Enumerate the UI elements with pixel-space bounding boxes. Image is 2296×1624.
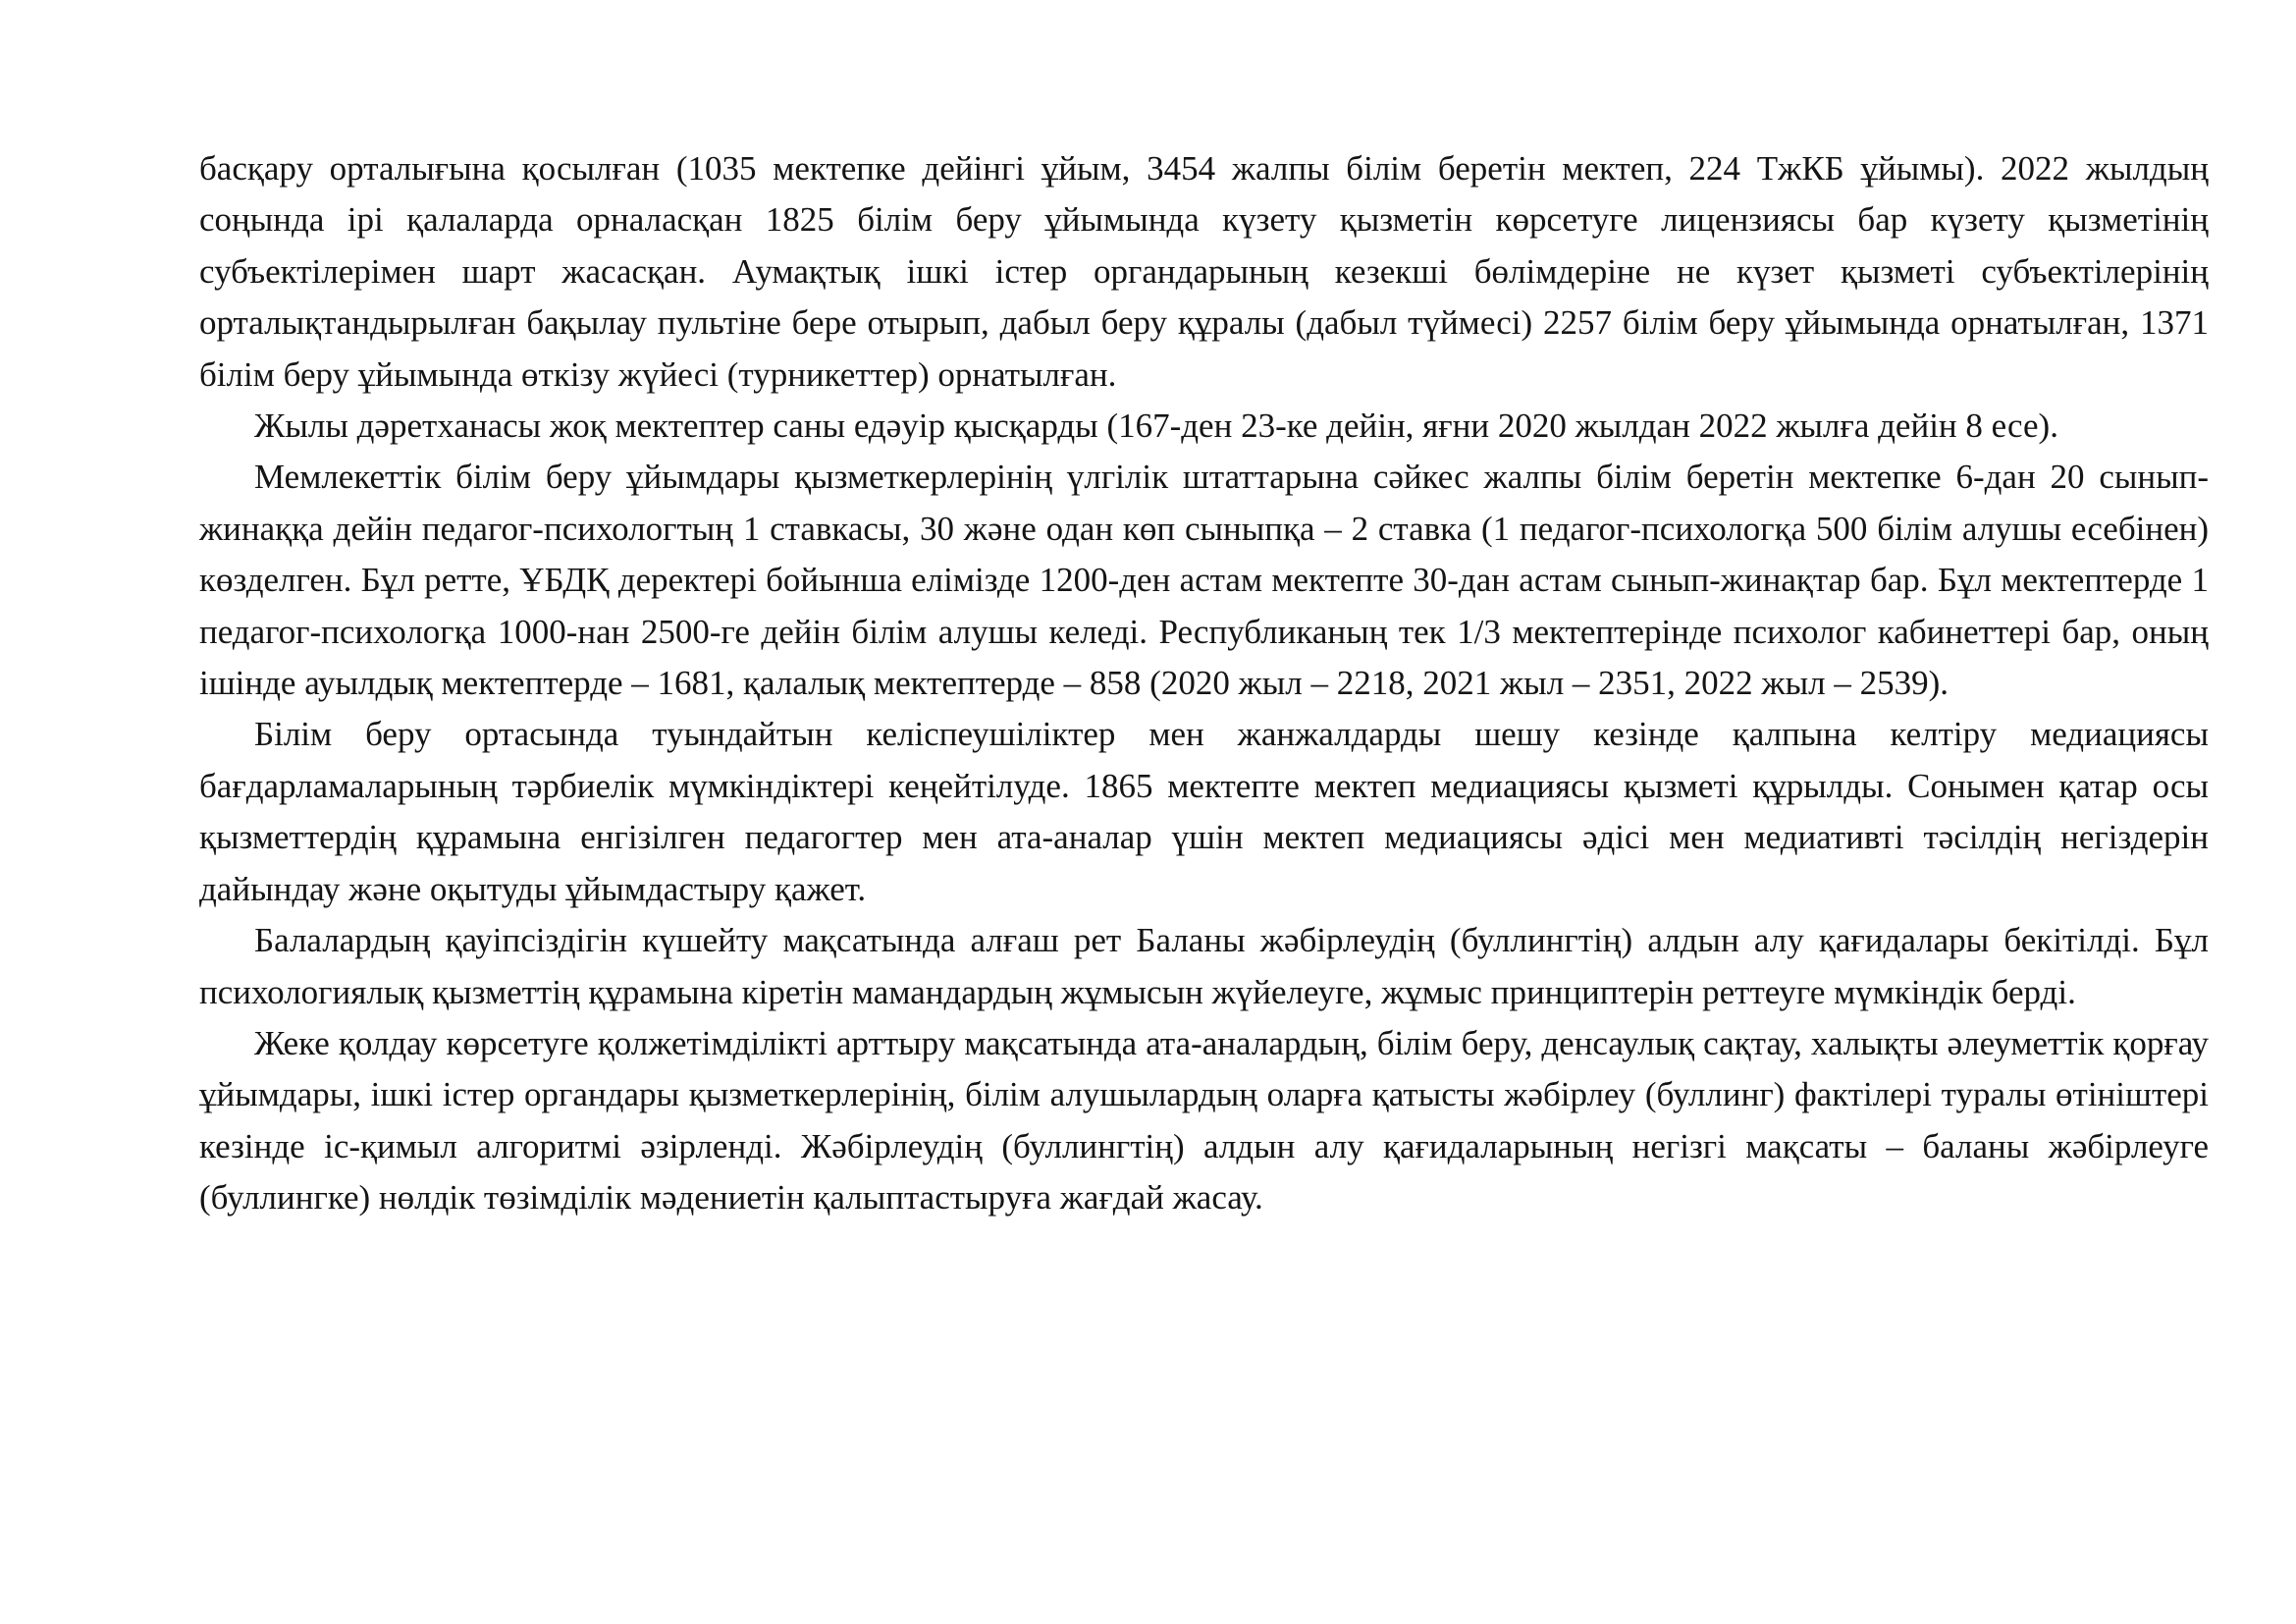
paragraph-6: Жеке қолдау көрсетуге қолжетімділікті арттыру мақсатында ата-аналардың, білім беру, денсаулық сақтау, халықты әлеуметтік қорғау ұйымдары, ішкі істер органдары қызметкерлерінің, білім алушылардың оларға қатысты жәбірлеу (буллинг) фактілері туралы өтініштері кезінде іс-қимыл алгоритмі әзірленді. Жәбірлеудің (буллингтің) алдын алу қағидаларының негізгі мақсаты – баланы жәбірлеуге (буллингке) нөлдік төзімділік мәдениетін қалыптастыруға жағдай жасау. <box>199 1023 2209 1218</box>
paragraph-1: басқару орталығына қосылған (1035 мектепке дейінгі ұйым, 3454 жалпы білім беретін мектеп, 224 ТжКБ ұйымы). 2022 жылдың соңында ірі қалаларда орналасқан 1825 білім беру ұйымында күзету қызметін көрсетуге лицензиясы бар күзету қызметінің субъектілерімен шарт жасасқан. Аумақтық ішкі істер органдарының кезекші бөлімдеріне не күзет қызметі субъектілерінің орталықтандырылған бақылау пультіне бере отырып, дабыл беру құралы (дабыл түймесі) 2257 білім беру ұйымында орнатылған, 1371 білім беру ұйымында өткізу жүйесі (турникеттер) орнатылған. <box>199 149 2209 394</box>
paragraph-4: Білім беру ортасында туындайтын келіспеушіліктер мен жанжалдарды шешу кезінде қалпына келтіру медиациясы бағдарламаларының тәрбиелік мүмкіндіктері кеңейтілуде. 1865 мектепте мектеп медиациясы қызметі құрылды. Сонымен қатар осы қызметтердің құрамына енгізілген педагогтер мен ата-аналар үшін мектеп медиациясы әдісі мен медиативті тәсілдің негіздерін дайындау және оқытуды ұйымдастыру қажет. <box>199 715 2209 908</box>
paragraph-5: Балалардың қауіпсіздігін күшейту мақсатында алғаш рет Баланы жәбірлеудің (буллингтің) алдын алу қағидалары бекітілді. Бұл психологиялық қызметтің құрамына кіретін мамандардың жұмысын жүйелеуге, жұмыс принциптерін реттеуге мүмкіндік берді. <box>199 921 2209 1011</box>
document-body <box>199 143 2209 1224</box>
paragraph-3: Мемлекеттік білім беру ұйымдары қызметкерлерінің үлгілік штаттарына сәйкес жалпы білім беретін мектепке 6-дан 20 сынып-жинаққа дейін педагог-психологтың 1 ставкасы, 30 және одан көп сыныпқа – 2 ставка (1 педагог-психологқа 500 білім алушы есебінен) көзделген. Бұл ретте, ҰБДҚ деректері бойынша елімізде 1200-ден астам мектепте 30-дан астам сынып-жинақтар бар. Бұл мектептерде 1 педагог-психологқа 1000-нан 2500-ге дейін білім алушы келеді. Республиканың тек 1/3 мектептерінде психолог кабинеттері бар, оның ішінде ауылдық мектептерде – 1681, қалалық мектептерде – 858 (2020 жыл – 2218, 2021 жыл – 2351, 2022 жыл – 2539). <box>199 458 2209 703</box>
paragraph-2: Жылы дәретханасы жоқ мектептер саны едәуір қысқарды (167-ден 23-ке дейін, яғни 2020 жылдан 2022 жылға дейін 8 есе). <box>254 406 2058 446</box>
